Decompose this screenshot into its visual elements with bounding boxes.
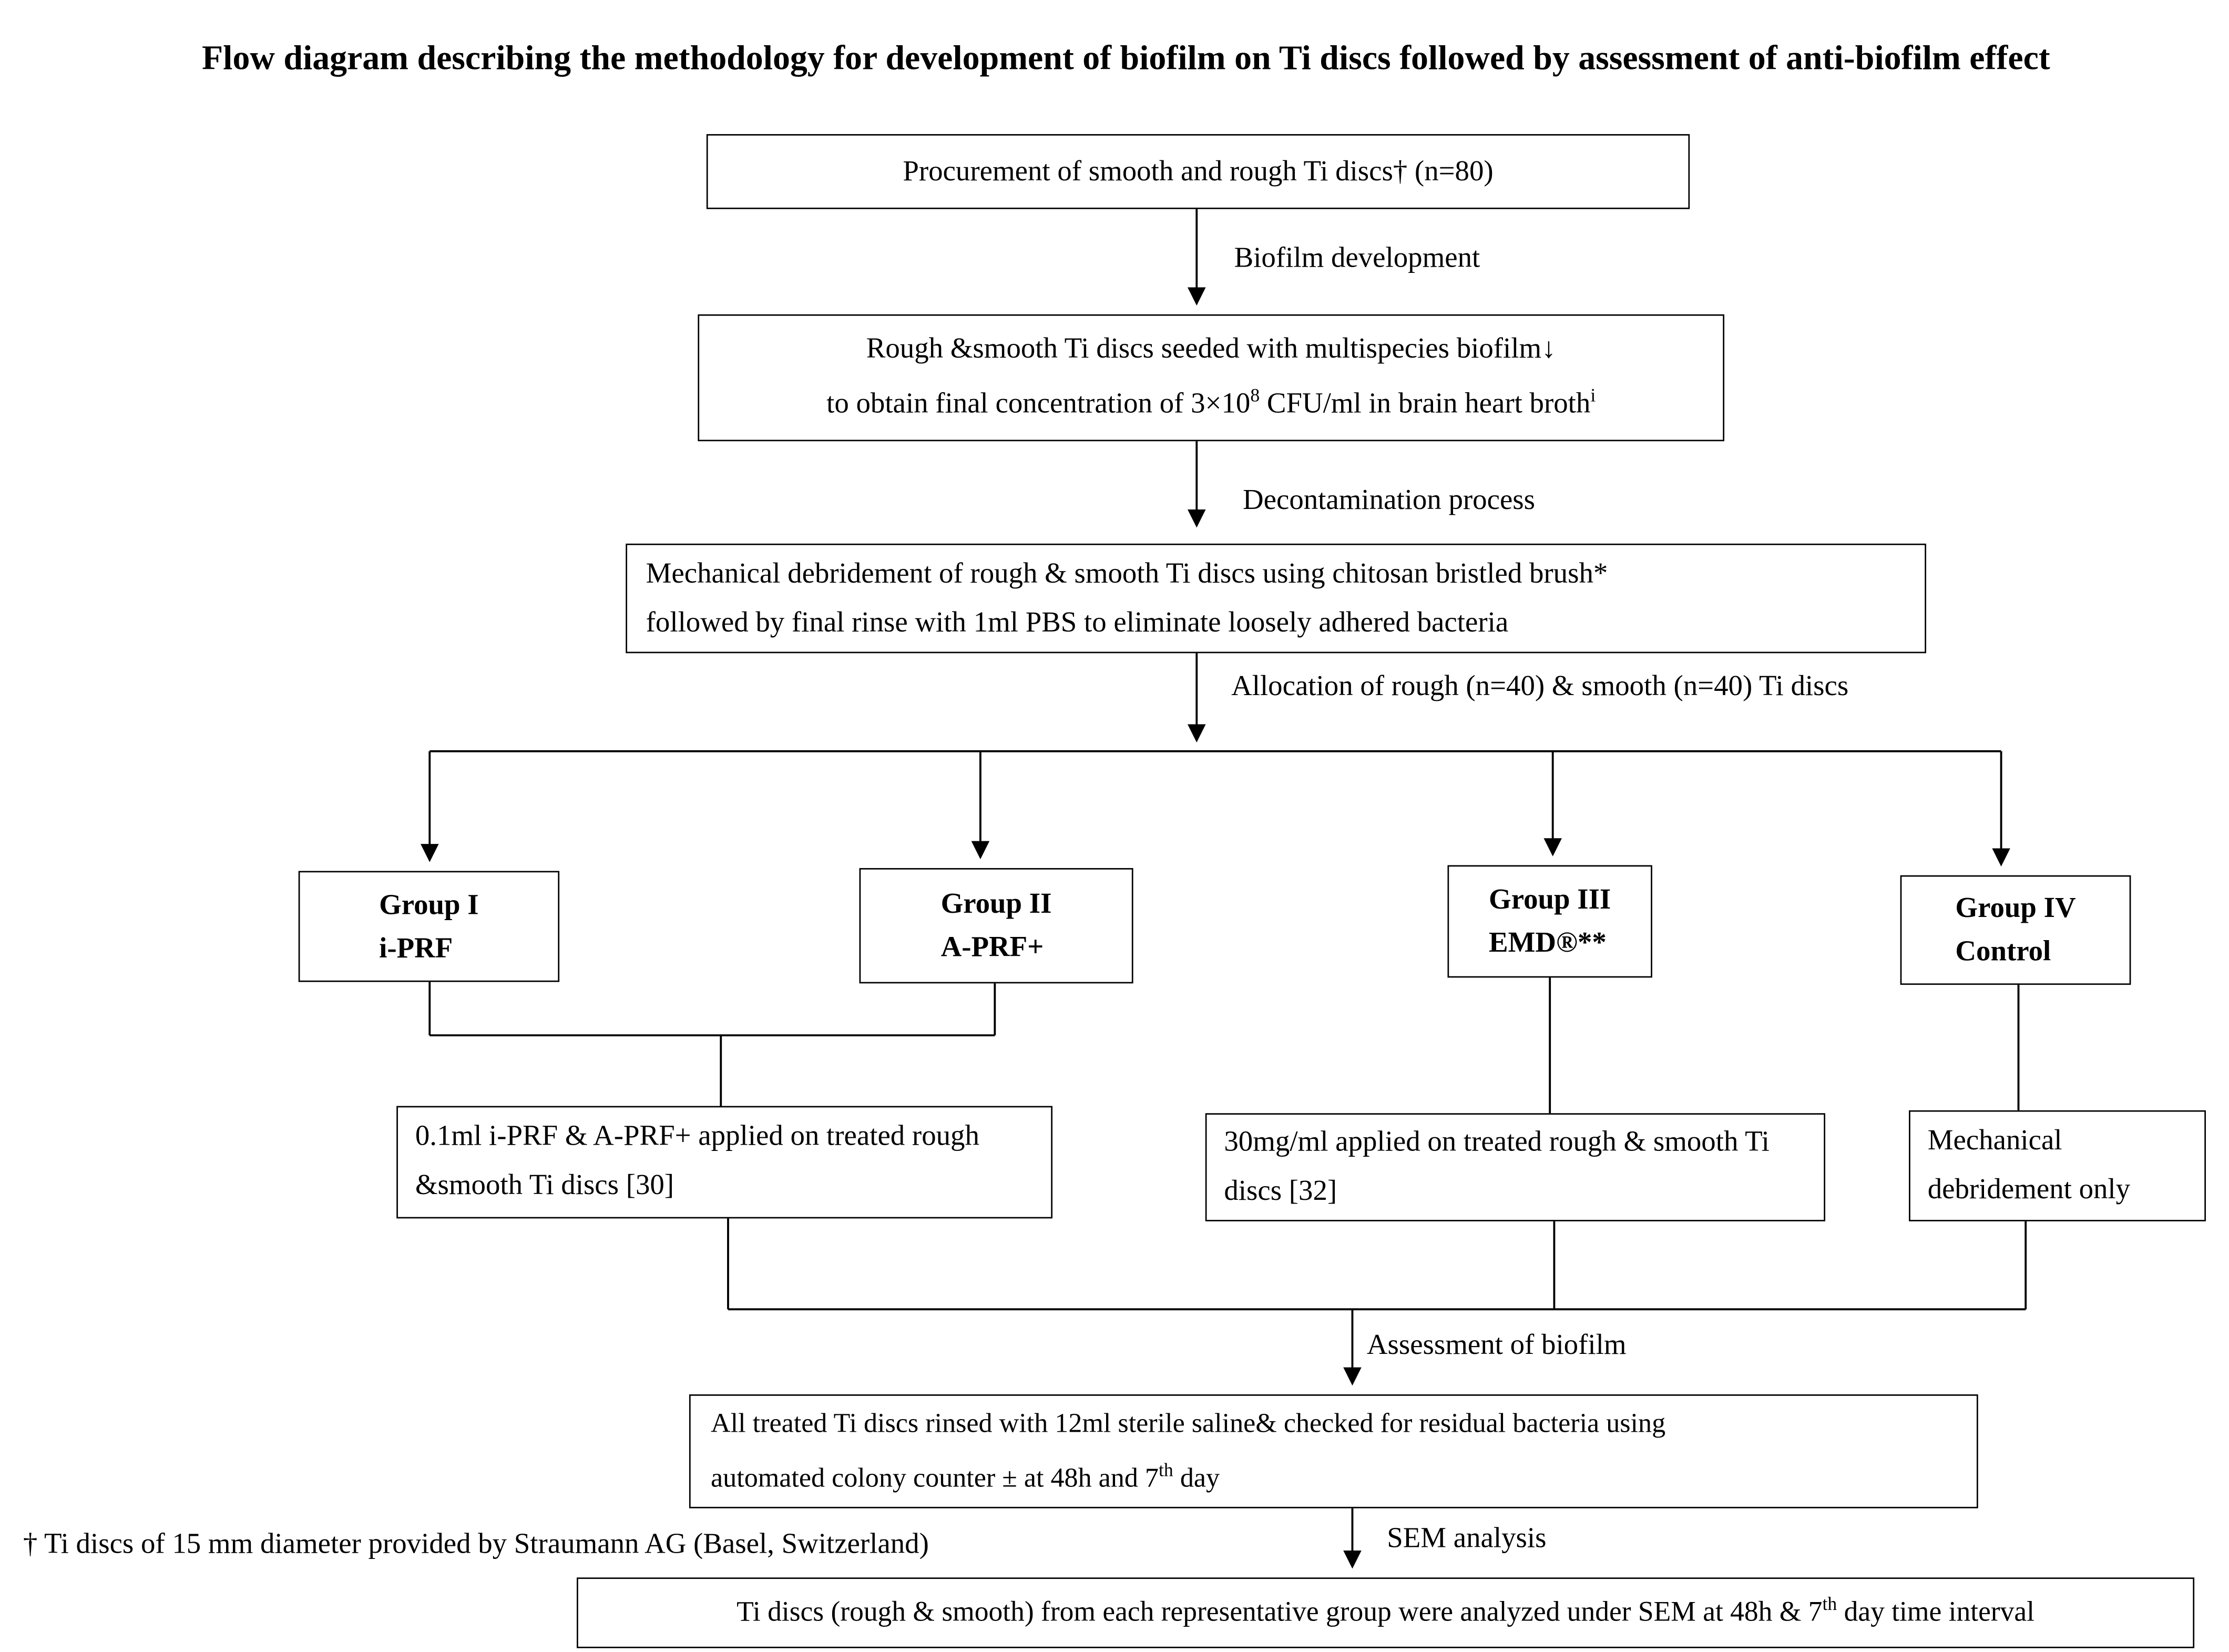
dagger-footnote: † Ti discs of 15 mm diameter provided by Straumann AG (Basel, Switzerland) (23, 1528, 929, 1561)
label-sem: SEM analysis (1387, 1523, 1547, 1555)
group-3-box (1447, 865, 1652, 978)
label-decontamination: Decontamination process (1243, 484, 1535, 516)
group-2-box (860, 868, 1133, 983)
group-1-name: Group I (379, 889, 479, 921)
procurement-text: Procurement of smooth and rough Ti discs† (n=80) (903, 156, 1494, 188)
control-treatment-text: Mechanical debridement only (1927, 1125, 2131, 1206)
prf-treatment-text: 0.1ml i-PRF & A-PRF+ applied on treated rough &smooth Ti discs [30] (415, 1120, 979, 1201)
group-3-label (1489, 878, 1611, 965)
group-1-agent: i-PRF (379, 932, 453, 964)
group-3-agent: EMD®** (1489, 927, 1607, 959)
label-allocation: Allocation of rough (n=40) & smooth (n=40) Ti discs (1231, 670, 1849, 702)
label-assessment: Assessment of biofilm (1366, 1329, 1627, 1361)
broth-footnote-mark: i (1590, 384, 1596, 406)
sem-result-text-post: day time interval (1837, 1597, 2034, 1627)
sem-result-text (737, 1588, 2034, 1637)
group-4-agent: Control (1955, 935, 2051, 968)
group-3-name: Group III (1489, 884, 1611, 916)
debridement-line1: Mechanical debridement of rough & smooth Ti discs using chitosan bristled brush* (646, 558, 1608, 590)
sem-seventh-day-sup: th (1822, 1592, 1837, 1614)
seeding-line2 (699, 376, 1723, 431)
group-2-label (941, 882, 1052, 969)
seeding-line2-text: to obtain final concentration of 3×10 (826, 387, 1251, 420)
prf-treatment-box (396, 1106, 1052, 1218)
group-2-name: Group II (940, 888, 1052, 920)
group-4-name: Group IV (1955, 892, 2076, 924)
seeding-line2-text-2: CFU/ml in brain heart broth (1260, 387, 1591, 420)
seeding-box (698, 314, 1724, 441)
procurement-box (707, 134, 1690, 209)
group-1-box (299, 871, 559, 982)
assessment-line2-text: automated colony counter ± at 48h and 7 (711, 1463, 1159, 1494)
group-2-agent: A-PRF+ (940, 931, 1044, 963)
diagram-title: Flow diagram describing the methodology for development of biofilm on Ti discs followed by assessment of anti-biofilm effect (201, 40, 2050, 78)
assessment-line2-text-2: day (1173, 1463, 1220, 1494)
seeding-line1: Rough &smooth Ti discs seeded with multispecies biofilm↓ (866, 333, 1556, 365)
control-treatment-box (1909, 1110, 2206, 1221)
cfu-exponent: 8 (1250, 384, 1260, 406)
emd-treatment-box (1205, 1113, 1825, 1221)
group-1-label (379, 883, 479, 970)
seventh-day-sup: th (1159, 1459, 1173, 1481)
debridement-line2: followed by final rinse with 1ml PBS to eliminate loosely adhered bacteria (646, 607, 1509, 639)
assessment-box (689, 1394, 1978, 1508)
group-4-box (1900, 875, 2131, 985)
emd-treatment-text: 30mg/ml applied on treated rough & smooth Ti discs [32] (1224, 1126, 1770, 1207)
label-biofilm-development: Biofilm development (1234, 242, 1480, 274)
sem-result-box (577, 1577, 2194, 1648)
assessment-line1: All treated Ti discs rinsed with 12ml sterile saline& checked for residual bacteria using (711, 1409, 1666, 1440)
debridement-box (626, 544, 1926, 653)
group-4-label (1955, 887, 2075, 974)
assessment-line2 (711, 1452, 1957, 1507)
sem-result-text-pre: Ti discs (rough & smooth) from each representative group were analyzed under SEM at 48h & 7 (737, 1597, 1823, 1627)
